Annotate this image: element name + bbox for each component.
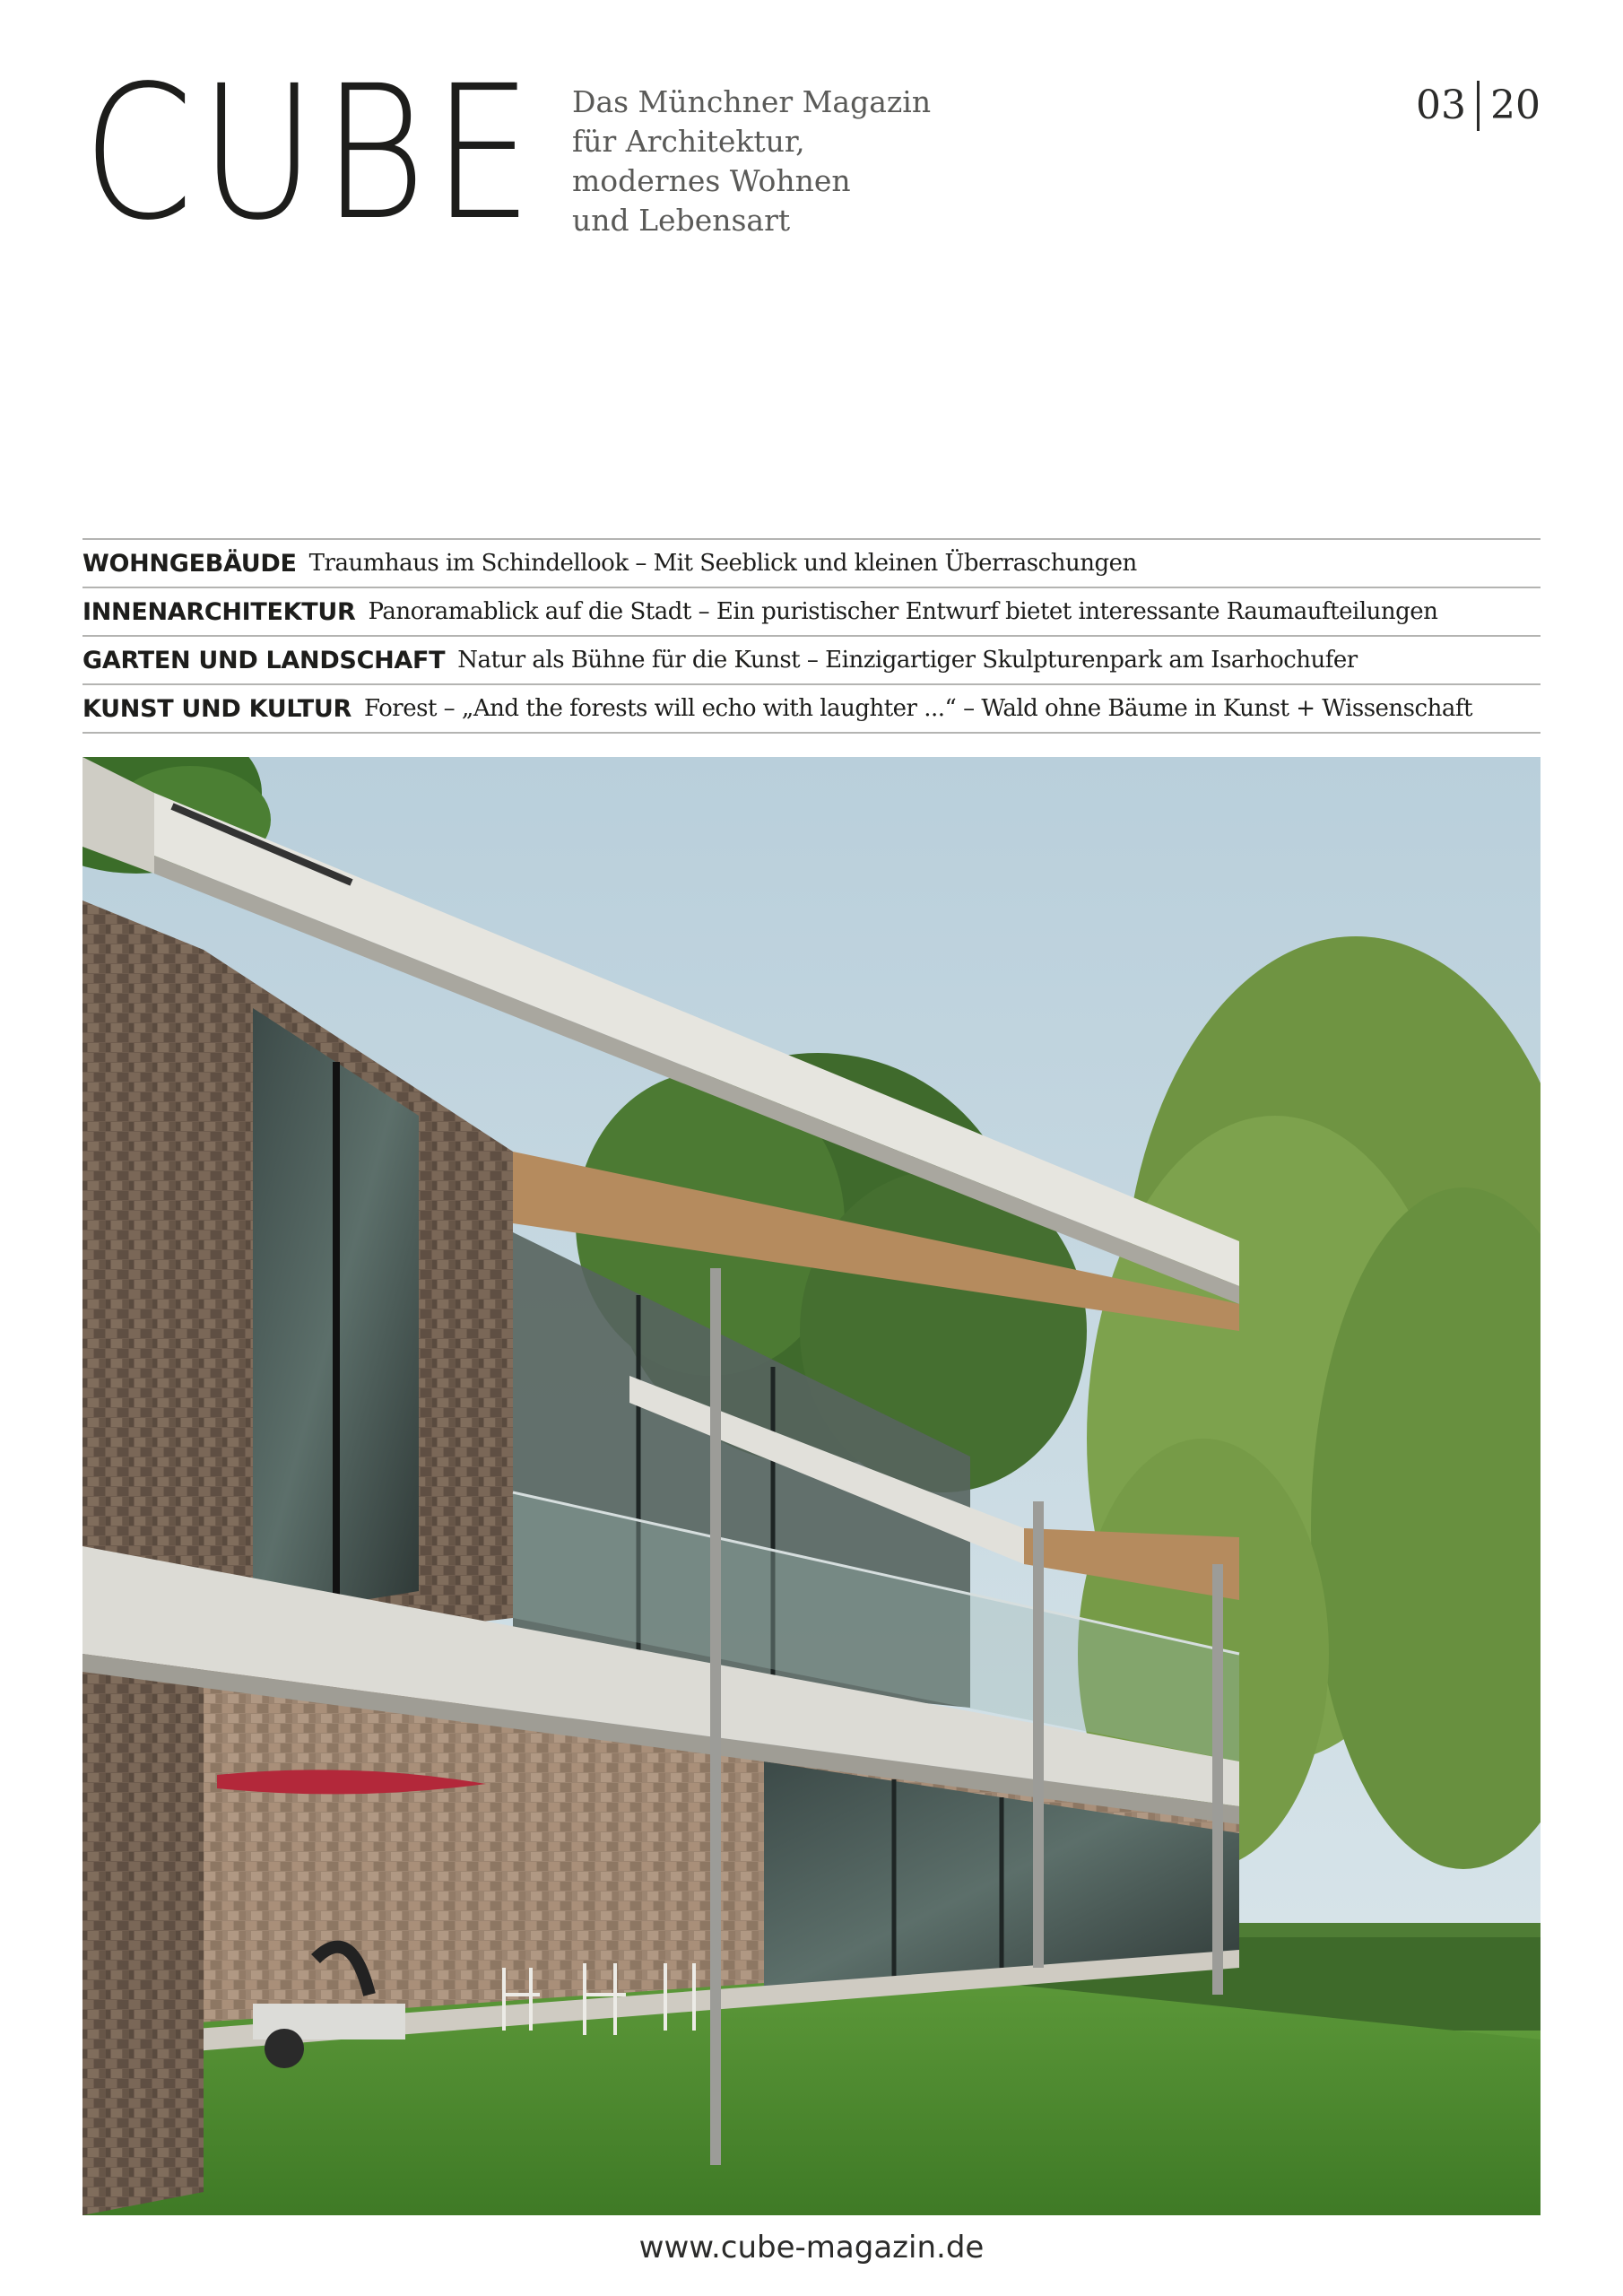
cover-photo xyxy=(82,757,1541,2215)
issue-number xyxy=(1416,81,1541,131)
cover-line-text: Natur als Bühne für die Kunst – Einzigartiger Skulpturenpark am Isarhochufer xyxy=(457,647,1358,674)
cover-line xyxy=(82,637,1541,685)
cover-line-rubric: INNENARCHITEKTUR xyxy=(82,597,356,626)
cover-lines xyxy=(82,538,1541,734)
tagline-line: modernes Wohnen xyxy=(572,163,851,198)
cover-line-text: Forest – „And the forests will echo with laughter ...“ – Wald ohne Bäume in Kunst + Wissenschaft xyxy=(364,695,1472,722)
cover-line-rubric: GARTEN UND LANDSCHAFT xyxy=(82,646,446,674)
cover-line-text: Traumhaus im Schindellook – Mit Seeblick und kleinen Überraschungen xyxy=(308,550,1137,577)
tagline-line: und Lebensart xyxy=(572,203,791,238)
tagline-line: Das Münchner Magazin xyxy=(572,84,932,119)
magazine-tagline xyxy=(572,83,931,240)
issue-number-value: 03 xyxy=(1416,83,1466,128)
masthead xyxy=(82,46,1541,261)
website-url: www.cube-magazin.de xyxy=(638,2230,985,2266)
cover-line-rubric: WOHNGEBÄUDE xyxy=(82,549,297,578)
tagline-line: für Architektur, xyxy=(572,124,805,159)
magazine-logo: CUBE xyxy=(82,46,539,261)
cover-line-rubric: KUNST UND KULTUR xyxy=(82,694,352,723)
issue-year: 20 xyxy=(1490,83,1541,128)
cover-line xyxy=(82,540,1541,588)
cover-line xyxy=(82,588,1541,637)
house-illustration xyxy=(82,757,1541,2215)
issue-divider xyxy=(1477,81,1480,131)
cover-line xyxy=(82,685,1541,734)
cover-line-text: Panoramablick auf die Stadt – Ein puristischer Entwurf bietet interessante Raumaufteilungen xyxy=(368,598,1438,625)
